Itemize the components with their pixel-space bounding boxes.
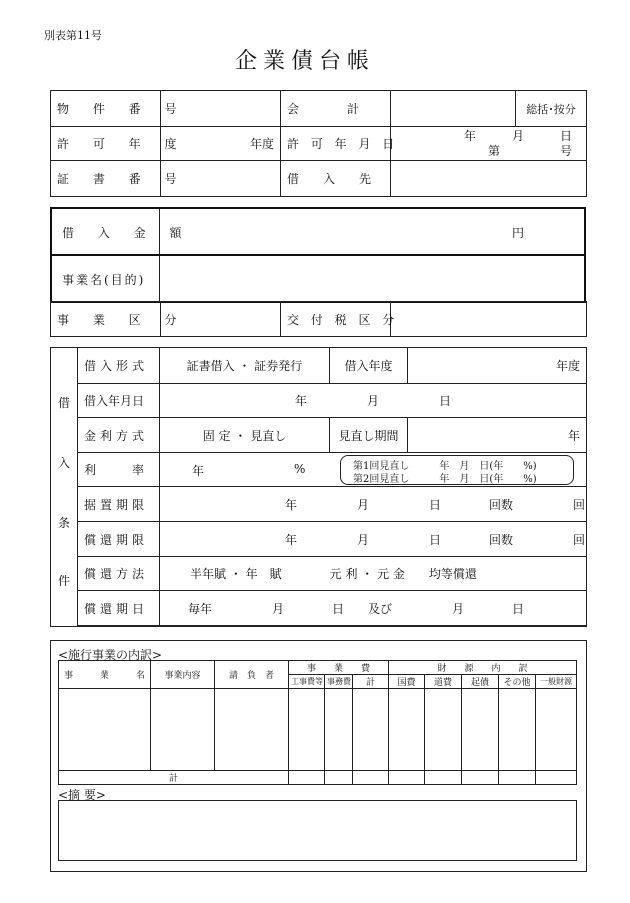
- review-period-value[interactable]: 年: [408, 418, 587, 453]
- loan-year-label: 借入年度: [330, 348, 408, 384]
- loan-date-label: 借入年月日: [78, 384, 160, 418]
- repayment-date-value[interactable]: 毎年 月 日 及び 月 日: [160, 591, 587, 626]
- tax-category-field[interactable]: [391, 302, 587, 337]
- col-bond: 起債: [462, 675, 499, 689]
- business-category-label: 事 業 区 分: [51, 302, 161, 337]
- repayment-deadline-value[interactable]: 年 月 日 回数 回: [160, 522, 587, 557]
- accounting-field[interactable]: [391, 91, 516, 127]
- lender-field[interactable]: [391, 161, 587, 197]
- col-prefecture: 道費: [425, 675, 462, 689]
- review-2-text: 第2回見直し 年 月 日(年 %): [353, 474, 537, 485]
- property-number-label: 物 件 番 号: [51, 91, 161, 127]
- col-funding-breakdown: 財 源 内 訳: [389, 661, 577, 675]
- repayment-method-value[interactable]: 半年賦 ・ 年 賦 元 利 ・ 元 金 均等償還: [160, 557, 587, 591]
- col-project-content: 事業内容: [151, 661, 215, 689]
- review-1-text: 第1回見直し 年 月 日(年 %): [353, 461, 537, 472]
- tax-category-label: 交 付 税 区 分: [281, 302, 391, 337]
- side-char-3: 条: [58, 516, 71, 530]
- loan-amount-unit: 円: [512, 226, 525, 240]
- grace-period-label: 据置期限: [78, 487, 160, 522]
- loan-amount-label: 借 入 金 額: [62, 226, 192, 240]
- category-table: [50, 301, 587, 337]
- col-project-cost: 事 業 費: [289, 661, 389, 675]
- loan-year-value[interactable]: 年度: [408, 348, 587, 384]
- permit-year-field[interactable]: 年度: [161, 127, 281, 161]
- permit-year-label: 許 可 年 度: [51, 127, 161, 161]
- loan-form-value[interactable]: 証書借入 ・ 証券発行: [160, 348, 330, 384]
- permit-number-text: 第 号: [487, 143, 572, 158]
- rate-method-value[interactable]: 固 定 ・ 見直し: [160, 418, 330, 453]
- col-office-cost: 事務費: [325, 675, 353, 689]
- col-project-name: 事 業 名: [59, 661, 151, 689]
- review-period-label: 見直し期間: [330, 418, 408, 453]
- repayment-method-label: 償還方法: [78, 557, 160, 591]
- total-label: 計: [59, 771, 289, 785]
- lender-label: 借 入 先: [281, 161, 391, 197]
- loan-date-value[interactable]: 年 月 日: [160, 384, 587, 418]
- rate-percent-text: %: [294, 462, 306, 476]
- col-construction-cost: 工事費等: [289, 675, 325, 689]
- breakdown-section-label: <施行事業の内訳>: [58, 648, 163, 662]
- side-char-4: 件: [58, 574, 71, 588]
- side-char-2: 入: [58, 456, 71, 470]
- permit-date-field[interactable]: [391, 127, 587, 161]
- loan-form-label: 借入形式: [78, 348, 160, 384]
- certificate-number-label: 証 書 番 号: [51, 161, 161, 197]
- interest-rate-field[interactable]: [160, 453, 587, 487]
- col-cost-total: 計: [353, 675, 389, 689]
- col-national: 国費: [389, 675, 425, 689]
- review-schedule-box: [340, 455, 574, 485]
- table-row[interactable]: [59, 689, 577, 771]
- accounting-label: 会 計: [281, 91, 391, 127]
- page-title: 企業債台帳: [235, 49, 376, 74]
- total-row: [59, 771, 577, 785]
- col-other: その他: [499, 675, 536, 689]
- project-name-label: 事業名(目的): [62, 273, 146, 287]
- loan-box: [50, 207, 586, 303]
- summary-field[interactable]: [58, 800, 577, 861]
- side-char-1: 借: [58, 396, 71, 410]
- breakdown-table: [58, 660, 577, 785]
- col-contractor: 請 負 者: [215, 661, 289, 689]
- permit-date-label: 許 可 年 月 日: [281, 127, 391, 161]
- repayment-deadline-label: 償還期限: [78, 522, 160, 557]
- summary-label: <摘 要>: [58, 788, 106, 802]
- form-number: 別表第11号: [44, 29, 102, 42]
- summary-apportion-label: 総括･按分: [516, 91, 587, 127]
- repayment-date-label: 償還期日: [78, 591, 160, 626]
- rate-year-text: 年: [192, 464, 205, 478]
- grace-period-value[interactable]: 年 月 日 回数 回: [160, 487, 587, 522]
- permit-date-text: 年 月 日: [463, 128, 572, 143]
- interest-rate-label: 利 率: [78, 453, 160, 487]
- col-general: 一般財源: [536, 675, 577, 689]
- conditions-table: [77, 347, 587, 626]
- info-table: [50, 90, 587, 197]
- rate-method-label: 金利方式: [78, 418, 160, 453]
